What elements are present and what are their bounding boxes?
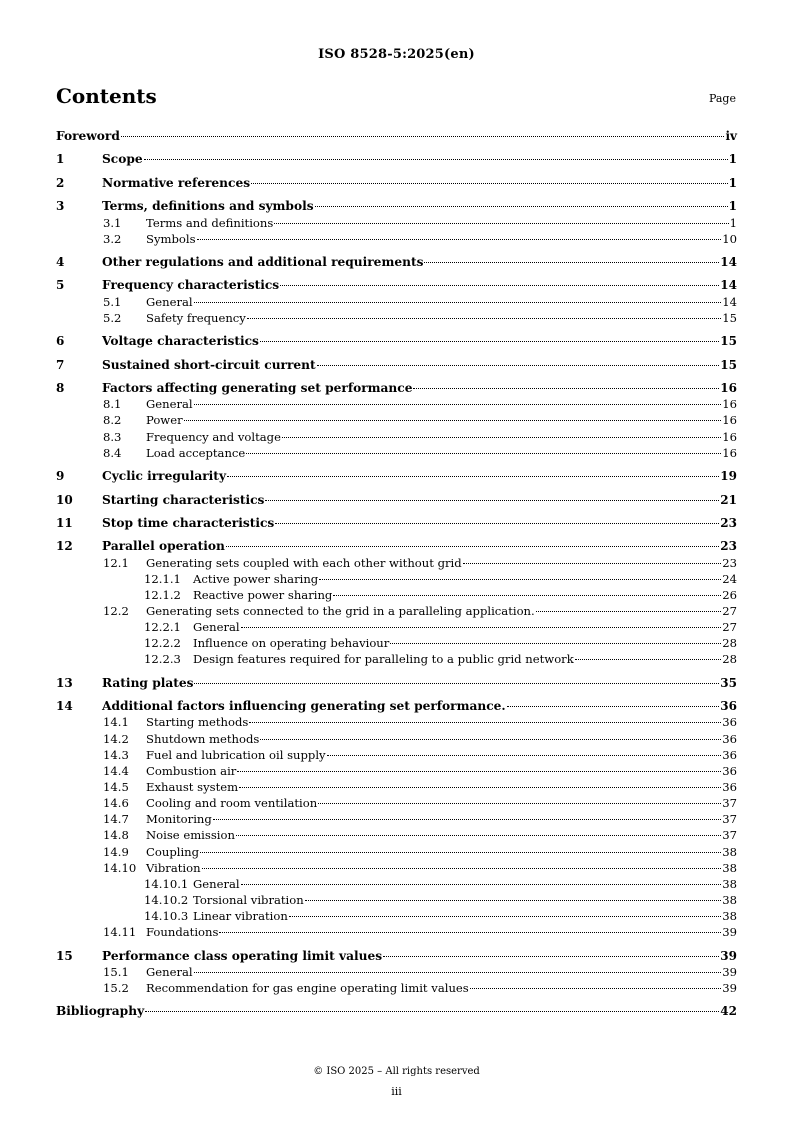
dot-leader: [274, 223, 728, 224]
toc-entry-page: 14: [720, 278, 737, 293]
toc-entry[interactable]: [56, 572, 737, 588]
toc-entry[interactable]: [56, 311, 737, 327]
toc-entry-page: 38: [722, 844, 737, 859]
toc-entry-page: 36: [722, 747, 737, 762]
dot-leader: [317, 365, 720, 366]
toc-entry-title: Power: [146, 413, 183, 428]
toc-entry-number: 14.8: [103, 828, 129, 843]
document-id-header: ISO 8528-5:2025(en): [318, 47, 475, 62]
toc-entry-number: 5: [56, 278, 65, 293]
dot-leader: [275, 523, 719, 524]
toc-entry-page: 1: [728, 175, 737, 190]
toc-entry[interactable]: [56, 780, 737, 796]
toc-entry[interactable]: [56, 397, 737, 413]
dot-leader: [282, 437, 721, 438]
toc-entry-page: 39: [722, 964, 737, 979]
dot-leader: [333, 595, 721, 596]
dot-leader: [536, 611, 722, 612]
toc-entry-page: 23: [722, 555, 737, 570]
toc-entry-page: 19: [720, 469, 737, 484]
dot-leader: [241, 884, 722, 885]
toc-entry-number: 8.2: [103, 413, 122, 428]
toc-entry[interactable]: [56, 516, 737, 532]
dot-leader: [413, 388, 719, 389]
toc-entry-number: 14.9: [103, 844, 129, 859]
toc-entry-title: Vibration: [146, 860, 201, 875]
toc-entry-number: 12.2: [103, 604, 129, 619]
toc-entry[interactable]: [56, 828, 737, 844]
toc-entry-title: Influence on operating behaviour: [193, 636, 390, 651]
toc-entry-title: Additional factors influencing generating set performance.: [102, 699, 506, 714]
toc-entry-number: 7: [56, 357, 65, 372]
toc-entry-number: 15.2: [103, 981, 129, 996]
toc-entry[interactable]: [56, 699, 737, 715]
table-of-contents: [56, 129, 737, 1021]
toc-entry-title: Reactive power sharing: [193, 587, 333, 602]
toc-entry-number: 14.7: [103, 812, 129, 827]
toc-entry-number: 11: [56, 515, 73, 530]
toc-entry-title: Load acceptance: [146, 445, 246, 460]
toc-entry-number: 3: [56, 199, 65, 214]
toc-entry-title: Torsional vibration: [193, 893, 304, 908]
toc-entry[interactable]: [56, 199, 737, 215]
toc-entry[interactable]: [56, 748, 737, 764]
toc-entry-page: 37: [722, 796, 737, 811]
toc-entry-number: 9: [56, 469, 65, 484]
toc-entry[interactable]: [56, 176, 737, 192]
toc-entry[interactable]: [56, 539, 737, 555]
dot-leader: [145, 1011, 719, 1012]
toc-entry-page: 28: [722, 652, 737, 667]
toc-entry-number: 14.3: [103, 747, 129, 762]
toc-entry[interactable]: [56, 232, 737, 248]
toc-entry[interactable]: [56, 588, 737, 604]
toc-entry-title: General: [146, 964, 193, 979]
dot-leader: [424, 262, 719, 263]
toc-entry-title: General: [193, 620, 240, 635]
toc-entry-title: Noise emission: [146, 828, 235, 843]
toc-entry-number: 8.3: [103, 429, 122, 444]
toc-entry-number: 2: [56, 175, 65, 190]
toc-entry-number: 12.1.2: [144, 587, 181, 602]
toc-entry-page: 15: [720, 334, 737, 349]
toc-entry-title: Voltage characteristics: [102, 334, 259, 349]
toc-entry-title: Monitoring: [146, 812, 212, 827]
toc-entry-title: Parallel operation: [102, 539, 225, 554]
toc-entry-page: 36: [722, 731, 737, 746]
toc-entry-title: Normative references: [102, 175, 251, 190]
dot-leader: [575, 659, 721, 660]
toc-entry[interactable]: [56, 430, 737, 446]
toc-entry[interactable]: [56, 732, 737, 748]
toc-entry-number: 12.2.3: [144, 652, 181, 667]
toc-entry-number: 14: [56, 699, 73, 714]
toc-entry-page: 27: [722, 620, 737, 635]
toc-entry-page: 36: [722, 780, 737, 795]
toc-entry[interactable]: [56, 965, 737, 981]
toc-entry-title: Bibliography: [56, 1004, 145, 1019]
page-number: iii: [391, 1085, 402, 1098]
toc-entry[interactable]: [56, 278, 737, 294]
toc-entry-page: 14: [720, 255, 737, 270]
toc-entry[interactable]: [56, 556, 737, 572]
toc-entry-title: Generating sets connected to the grid in a paralleling application.: [146, 604, 535, 619]
dot-leader: [327, 755, 722, 756]
toc-entry-title: Terms and definitions: [146, 215, 274, 230]
toc-entry-title: Active power sharing: [193, 571, 319, 586]
dot-leader: [247, 318, 721, 319]
toc-entry-page: 37: [722, 812, 737, 827]
toc-entry-number: 15.1: [103, 964, 129, 979]
toc-entry-title: Fuel and lubrication oil supply: [146, 747, 326, 762]
toc-entry-number: 5.1: [103, 294, 122, 309]
toc-entry-page: 1: [728, 199, 737, 214]
dot-leader: [319, 579, 721, 580]
toc-entry-title: Recommendation for gas engine operating limit values: [146, 981, 469, 996]
toc-entry-page: 10: [722, 231, 737, 246]
toc-entry-title: Symbols: [146, 231, 196, 246]
toc-entry[interactable]: [56, 796, 737, 812]
dot-leader: [194, 972, 722, 973]
toc-entry[interactable]: [56, 636, 737, 652]
toc-entry-page: 36: [722, 763, 737, 778]
toc-entry[interactable]: [56, 893, 737, 909]
dot-leader: [470, 988, 722, 989]
toc-entry-number: 12.2.1: [144, 620, 181, 635]
dot-leader: [202, 868, 722, 869]
toc-entry-number: 14.10.1: [144, 876, 189, 891]
toc-entry-title: Shutdown methods: [146, 731, 260, 746]
toc-entry-page: 21: [720, 492, 737, 507]
dot-leader: [200, 852, 721, 853]
toc-entry-title: General: [146, 294, 193, 309]
toc-entry-number: 12.2.2: [144, 636, 181, 651]
toc-entry-title: Safety frequency: [146, 310, 246, 325]
toc-entry-number: 4: [56, 255, 65, 270]
toc-entry-number: 8: [56, 381, 65, 396]
toc-entry-page: 1: [729, 215, 737, 230]
dot-leader: [144, 159, 728, 160]
toc-entry-page: 39: [720, 948, 737, 963]
dot-leader: [194, 302, 722, 303]
dot-leader: [249, 722, 721, 723]
dot-leader: [241, 627, 722, 628]
dot-leader: [213, 819, 721, 820]
toc-entry-number: 3.1: [103, 215, 122, 230]
dot-leader: [265, 500, 719, 501]
toc-entry-title: Sustained short-circuit current: [102, 357, 316, 372]
toc-entry-page: 37: [722, 828, 737, 843]
dot-leader: [194, 683, 719, 684]
toc-entry[interactable]: [56, 652, 737, 668]
toc-entry-page: 26: [722, 587, 737, 602]
toc-entry[interactable]: [56, 255, 737, 271]
toc-entry-number: 14.10.2: [144, 893, 189, 908]
toc-entry-number: 14.4: [103, 763, 129, 778]
page-column-label: Page: [708, 92, 736, 105]
toc-entry-number: 1: [56, 152, 65, 167]
toc-entry-title: Frequency and voltage: [146, 429, 281, 444]
toc-entry-number: 14.5: [103, 780, 129, 795]
contents-title: Contents: [56, 84, 157, 108]
dot-leader: [237, 771, 721, 772]
dot-leader: [239, 787, 721, 788]
dot-leader: [226, 546, 719, 547]
toc-entry-title: Coupling: [146, 844, 200, 859]
toc-entry-page: 28: [722, 636, 737, 651]
dot-leader: [219, 932, 721, 933]
toc-entry[interactable]: [56, 981, 737, 997]
dot-leader: [280, 285, 719, 286]
toc-entry-page: 15: [722, 310, 737, 325]
dot-leader: [305, 900, 722, 901]
dot-leader: [289, 916, 721, 917]
dot-leader: [260, 739, 721, 740]
toc-entry-number: 12: [56, 539, 73, 554]
toc-entry-page: 36: [722, 715, 737, 730]
toc-entry[interactable]: [56, 676, 737, 692]
toc-entry-page: 16: [720, 381, 737, 396]
toc-entry-page: 35: [720, 675, 737, 690]
toc-entry-title: Foundations: [146, 925, 219, 940]
toc-entry[interactable]: [56, 877, 737, 893]
toc-entry-number: 10: [56, 492, 73, 507]
toc-entry-number: 3.2: [103, 231, 122, 246]
toc-entry-page: 16: [722, 429, 737, 444]
toc-entry-title: Cooling and room ventilation: [146, 796, 318, 811]
toc-entry-number: 12.1.1: [144, 571, 181, 586]
toc-entry[interactable]: [56, 845, 737, 861]
toc-entry-page: 38: [722, 860, 737, 875]
toc-entry[interactable]: [56, 295, 737, 311]
toc-entry-title: General: [193, 876, 240, 891]
toc-entry-title: Terms, definitions and symbols: [102, 199, 314, 214]
toc-entry[interactable]: [56, 152, 737, 168]
dot-leader: [251, 183, 728, 184]
dot-leader: [227, 476, 719, 477]
toc-entry-title: Linear vibration: [193, 909, 288, 924]
toc-entry-title: Combustion air: [146, 763, 237, 778]
toc-entry-title: Foreword: [56, 129, 120, 143]
toc-entry-number: 14.6: [103, 796, 129, 811]
toc-entry-number: 5.2: [103, 310, 122, 325]
toc-entry-page: 27: [722, 604, 737, 619]
toc-entry-number: 8.4: [103, 445, 122, 460]
toc-entry-title: Factors affecting generating set performance: [102, 381, 413, 396]
toc-entry-page: 15: [720, 357, 737, 372]
toc-entry-title: Starting characteristics: [102, 492, 265, 507]
toc-entry-title: General: [146, 397, 193, 412]
toc-entry-title: Other regulations and additional requirements: [102, 255, 424, 270]
toc-entry-page: 14: [722, 294, 737, 309]
toc-entry-number: 14.1: [103, 715, 129, 730]
dot-leader: [197, 239, 722, 240]
toc-entry[interactable]: [56, 812, 737, 828]
toc-entry-number: 13: [56, 675, 73, 690]
toc-entry-page: 38: [722, 909, 737, 924]
toc-entry-number: 14.2: [103, 731, 129, 746]
toc-entry-number: 12.1: [103, 555, 129, 570]
toc-entry-page: 16: [722, 413, 737, 428]
toc-entry-title: Rating plates: [102, 675, 194, 690]
toc-entry-page: 1: [728, 152, 737, 167]
dot-leader: [184, 420, 722, 421]
toc-entry[interactable]: [56, 216, 737, 232]
toc-entry[interactable]: [56, 381, 737, 397]
toc-entry-title: Frequency characteristics: [102, 278, 280, 293]
toc-entry-number: 14.10.3: [144, 909, 189, 924]
dot-leader: [236, 835, 721, 836]
copyright-footer: © ISO 2025 – All rights reserved: [313, 1066, 480, 1077]
dot-leader: [318, 803, 721, 804]
toc-entry-title: Design features required for paralleling to a public grid network: [193, 652, 574, 667]
toc-entry-page: 39: [722, 925, 737, 940]
dot-leader: [121, 136, 725, 137]
toc-entry-page: 24: [722, 571, 737, 586]
dot-leader: [246, 453, 721, 454]
toc-entry-page: 23: [720, 515, 737, 530]
toc-entry-page: 23: [720, 539, 737, 554]
toc-entry-number: 15: [56, 948, 73, 963]
toc-entry[interactable]: [56, 129, 737, 145]
toc-entry[interactable]: [56, 413, 737, 429]
toc-entry-title: Exhaust system: [146, 780, 239, 795]
toc-entry[interactable]: [56, 909, 737, 925]
toc-entry[interactable]: [56, 1004, 737, 1020]
toc-entry[interactable]: [56, 493, 737, 509]
dot-leader: [315, 206, 728, 207]
toc-entry-page: 36: [720, 699, 737, 714]
dot-leader: [507, 706, 720, 707]
toc-entry-number: 14.11: [103, 925, 137, 940]
toc-entry[interactable]: [56, 334, 737, 350]
toc-entry-title: Scope: [102, 152, 143, 167]
toc-entry[interactable]: [56, 446, 737, 462]
dot-leader: [194, 404, 722, 405]
toc-entry-number: 6: [56, 334, 65, 349]
toc-entry[interactable]: [56, 764, 737, 780]
toc-entry[interactable]: [56, 620, 737, 636]
toc-entry-page: 42: [720, 1004, 737, 1019]
toc-entry-page: 39: [722, 981, 737, 996]
dot-leader: [383, 956, 719, 957]
toc-entry-number: 14.10: [103, 860, 137, 875]
toc-entry[interactable]: [56, 925, 737, 941]
toc-entry-number: 8.1: [103, 397, 122, 412]
toc-entry-page: iv: [725, 129, 737, 143]
toc-entry-title: Performance class operating limit values: [102, 948, 383, 963]
dot-leader: [390, 643, 721, 644]
toc-entry[interactable]: [56, 604, 737, 620]
dot-leader: [463, 563, 722, 564]
toc-entry[interactable]: [56, 469, 737, 485]
toc-entry-page: 16: [722, 445, 737, 460]
toc-entry-title: Starting methods: [146, 715, 249, 730]
toc-entry[interactable]: [56, 949, 737, 965]
toc-entry[interactable]: [56, 861, 737, 877]
toc-entry[interactable]: [56, 715, 737, 731]
toc-entry-title: Stop time characteristics: [102, 515, 275, 530]
toc-entry-page: 16: [722, 397, 737, 412]
toc-entry-title: Cyclic irregularity: [102, 469, 227, 484]
toc-entry-title: Generating sets coupled with each other without grid: [146, 555, 462, 570]
toc-entry-page: 38: [722, 876, 737, 891]
toc-entry[interactable]: [56, 358, 737, 374]
toc-entry-page: 38: [722, 893, 737, 908]
dot-leader: [260, 341, 719, 342]
